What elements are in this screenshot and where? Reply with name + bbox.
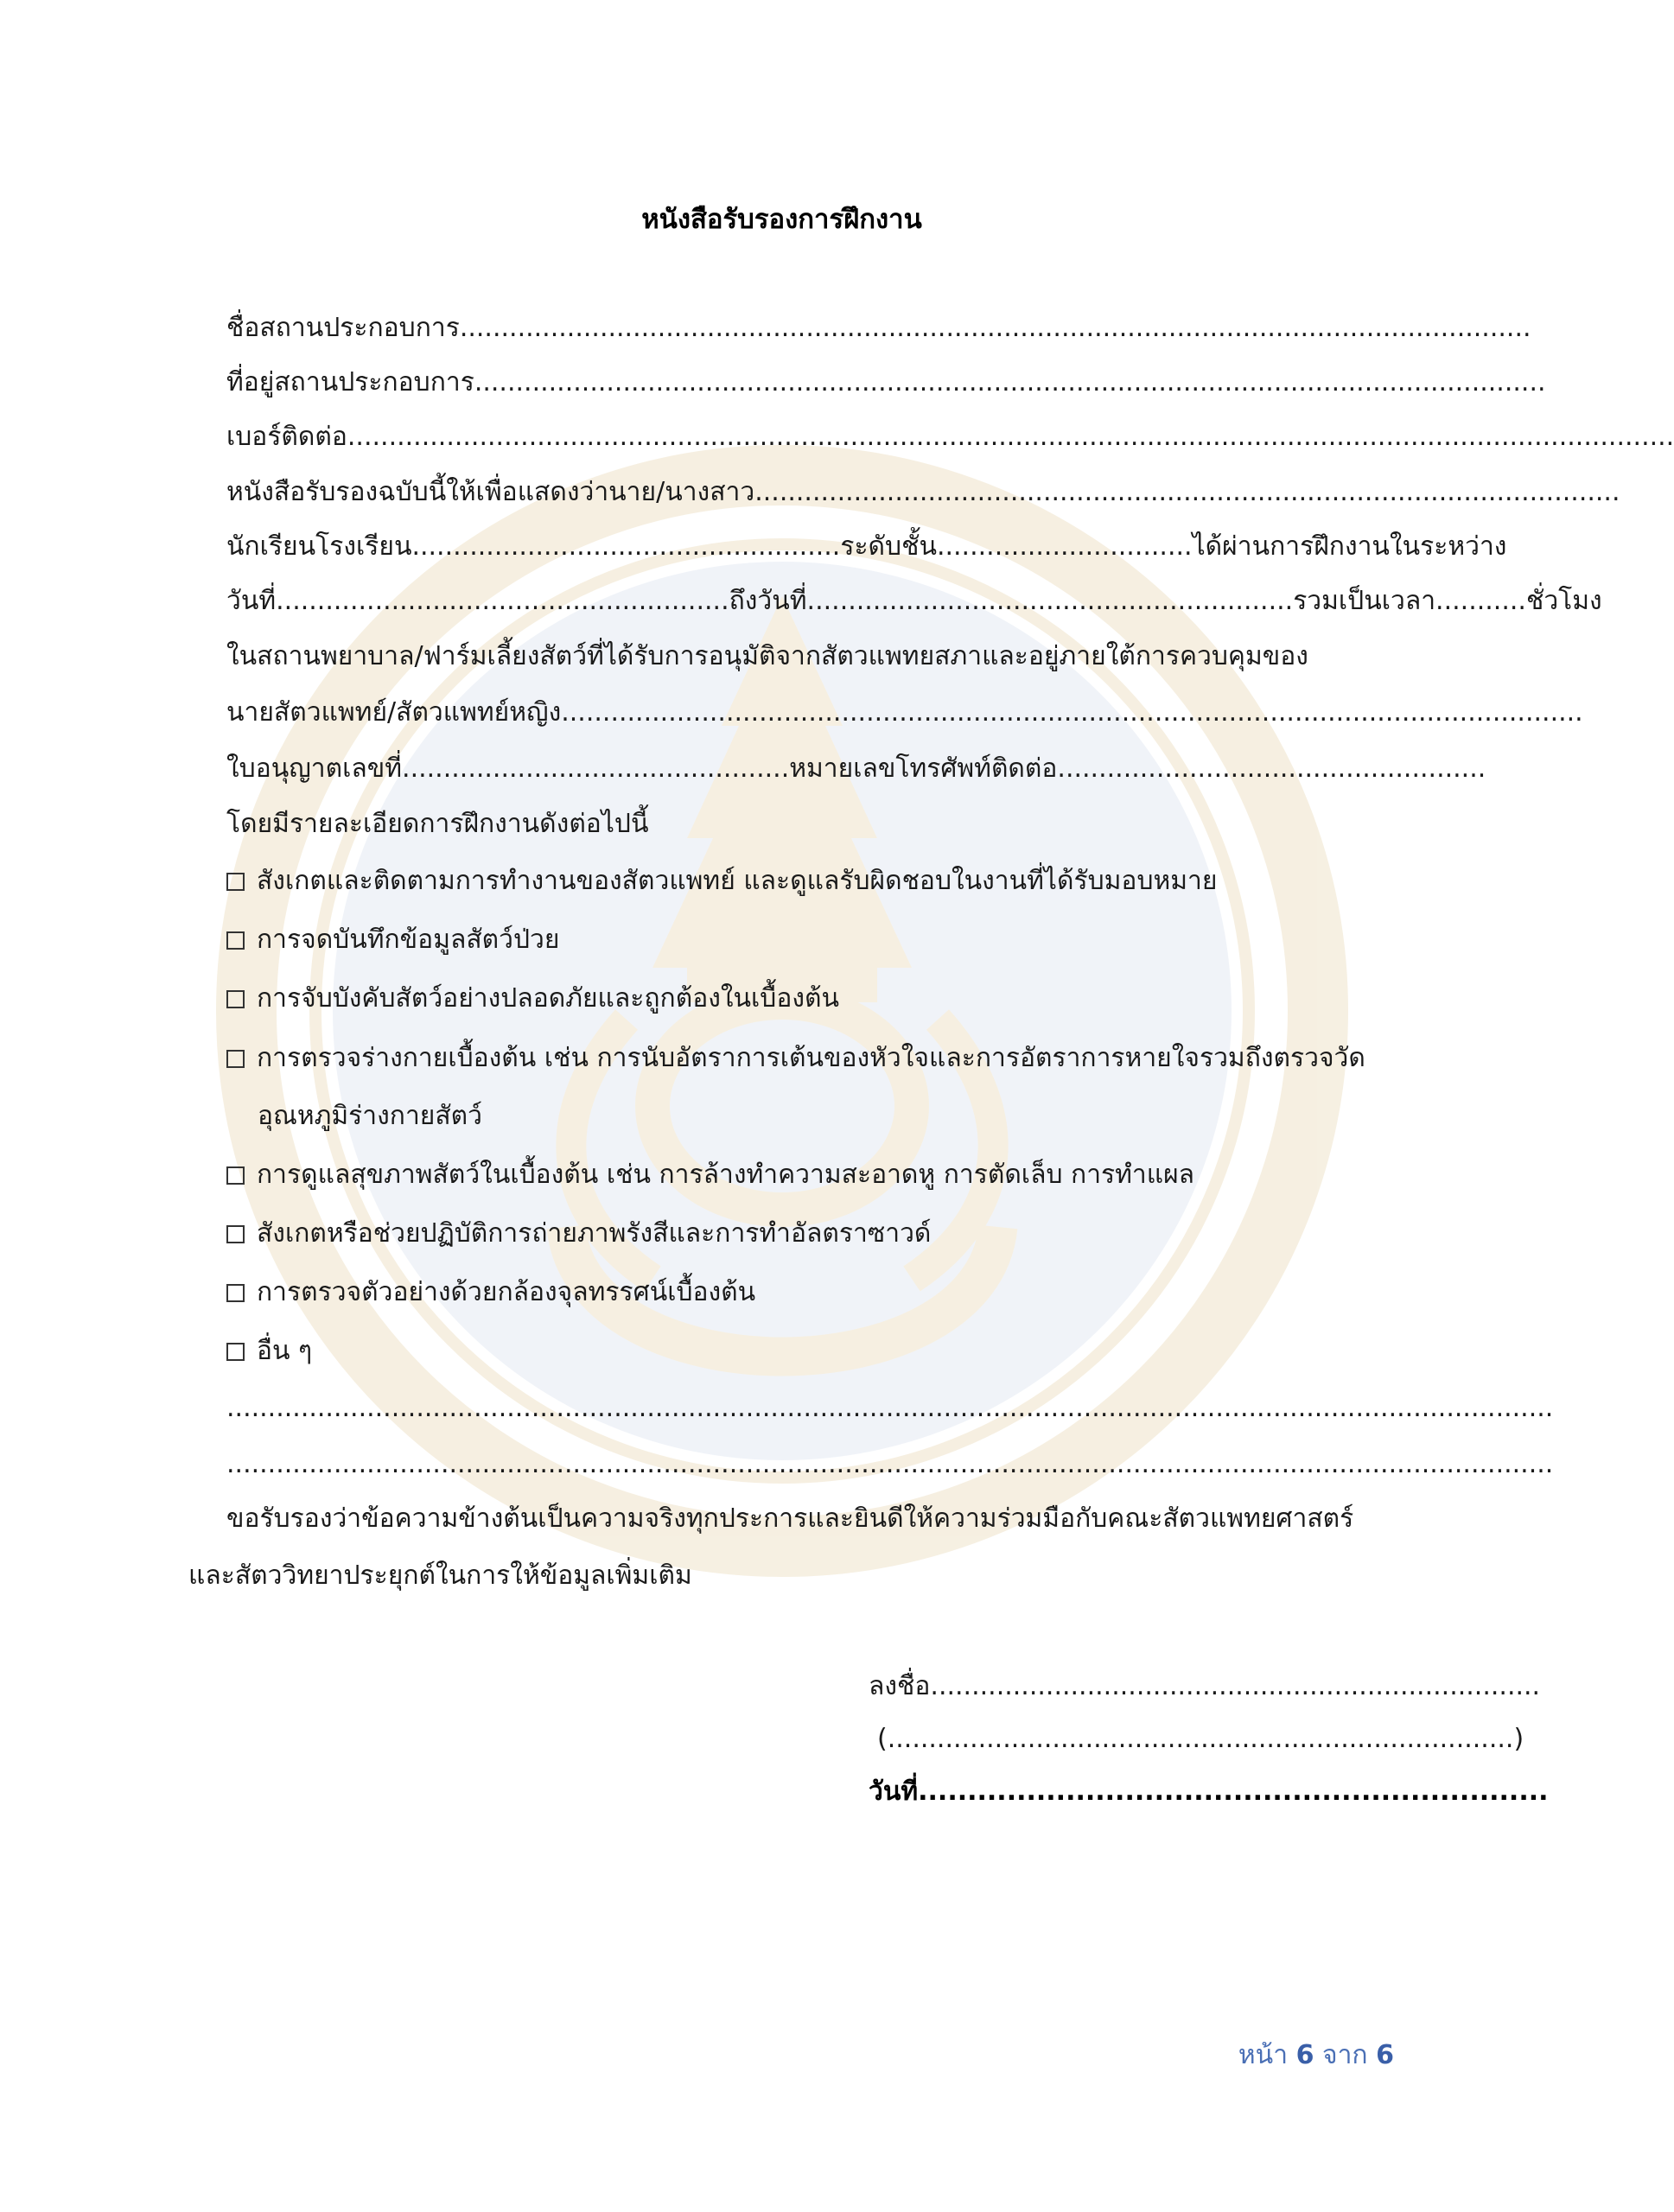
checklist-item-care[interactable]: การดูแลสุขภาพสัตว์ในเบื้องต้น เช่น การล้างทำความสะอาดหู การตัดเล็บ การทำแผล	[226, 1158, 1387, 1192]
checkbox-icon[interactable]	[226, 1225, 245, 1243]
page-number-footer: หน้า 6 จาก 6	[1238, 2040, 1394, 2070]
student-school-field[interactable]: นักเรียนโรงเรียน....................................................ระดับชั้น...............................ได้ผ่านการฝึกงานในระหว่าง	[226, 531, 1507, 562]
closing-statement-1: ขอรับรองว่าข้อความข้างต้นเป็นความจริงทุกประการและยินดีให้ความร่วมมือกับคณะสัตวแพทยศาสตร์	[226, 1503, 1354, 1534]
details-intro: โดยมีรายละเอียดการฝึกงานดังต่อไปนี้	[226, 809, 649, 839]
signature-date-line[interactable]: วันที่................................................................	[869, 1777, 1549, 1807]
checklist-item-imaging[interactable]: สังเกตหรือช่วยปฏิบัติการถ่ายภาพรังสีและการทำอัลตราซาวด์	[226, 1217, 1387, 1251]
training-date-field[interactable]: วันที่.......................................................ถึงวันที่...........................................................รวมเป็นเวลา...........ชั่วโมง	[226, 586, 1602, 616]
checkbox-icon[interactable]	[226, 1050, 245, 1068]
checklist-item-microscope[interactable]: การตรวจตัวอย่างด้วยกล้องจุลทรรศน์เบื้องต้น	[226, 1275, 1387, 1310]
closing-statement-2: และสัตววิทยาประยุกต์ในการให้ข้อมูลเพิ่มเติม	[188, 1560, 692, 1591]
checkbox-icon[interactable]	[226, 873, 245, 891]
checklist-item-other[interactable]: อื่น ๆ	[226, 1334, 1387, 1369]
checkbox-icon[interactable]	[226, 1343, 245, 1361]
certify-name-field[interactable]: หนังสือรับรองฉบับนี้ให้เพื่อแสดงว่านาย/นางสาว.........................................................................................................	[226, 477, 1620, 507]
checklist-item-records[interactable]: การจดบันทึกข้อมูลสัตว์ป่วย	[226, 923, 1387, 957]
checkbox-icon[interactable]	[226, 1166, 245, 1185]
business-name-field[interactable]: ชื่อสถานประกอบการ..................................................................................................................................	[226, 313, 1531, 343]
checklist-item-observe[interactable]: สังเกตและติดตามการทำงานของสัตวแพทย์ และดูแลรับผิดชอบในงานที่ได้รับมอบหมาย	[226, 864, 1387, 899]
checklist-item-exam-continuation: อุณหภูมิร่างกายสัตว์	[258, 1101, 483, 1131]
veterinarian-name-field[interactable]: นายสัตวแพทย์/สัตวแพทย์หญิง............................................................................................................................	[226, 697, 1583, 728]
signature-line[interactable]: ลงชื่อ..........................................................................	[869, 1671, 1541, 1701]
contact-number-field[interactable]: เบอร์ติดต่อ.................................................................................................................................................................	[226, 422, 1674, 452]
other-details-line-1[interactable]: .................................................................................................................................................................	[226, 1393, 1554, 1423]
license-phone-field[interactable]: ใบอนุญาตเลขที่...............................................หมายเลขโทรศัพท์ติดต่อ....................................................	[226, 753, 1486, 784]
business-address-field[interactable]: ที่อยู่สถานประกอบการ..................................................................................................................................	[226, 367, 1546, 397]
document-title: หนังสือรับรองการฝึกงาน	[641, 204, 922, 235]
checkbox-icon[interactable]	[226, 1284, 245, 1302]
checklist-item-exam[interactable]: การตรวจร่างกายเบื้องต้น เช่น การนับอัตราการเต้นของหัวใจและการอัตราการหายใจรวมถึงตรวจวัด	[226, 1041, 1387, 1076]
other-details-line-2[interactable]: .................................................................................................................................................................	[226, 1449, 1554, 1479]
checklist-item-restraint[interactable]: การจับบังคับสัตว์อย่างปลอดภัยและถูกต้องในเบื้องต้น	[226, 982, 1387, 1016]
checkbox-icon[interactable]	[226, 931, 245, 950]
hospital-statement: ในสถานพยาบาล/ฟาร์มเลี้ยงสัตว์ที่ได้รับการอนุมัติจากสัตวแพทยสภาและอยู่ภายใต้การควบคุมของ	[226, 641, 1308, 671]
signature-name-line[interactable]: (............................................................................)	[877, 1724, 1524, 1754]
checkbox-icon[interactable]	[226, 990, 245, 1008]
